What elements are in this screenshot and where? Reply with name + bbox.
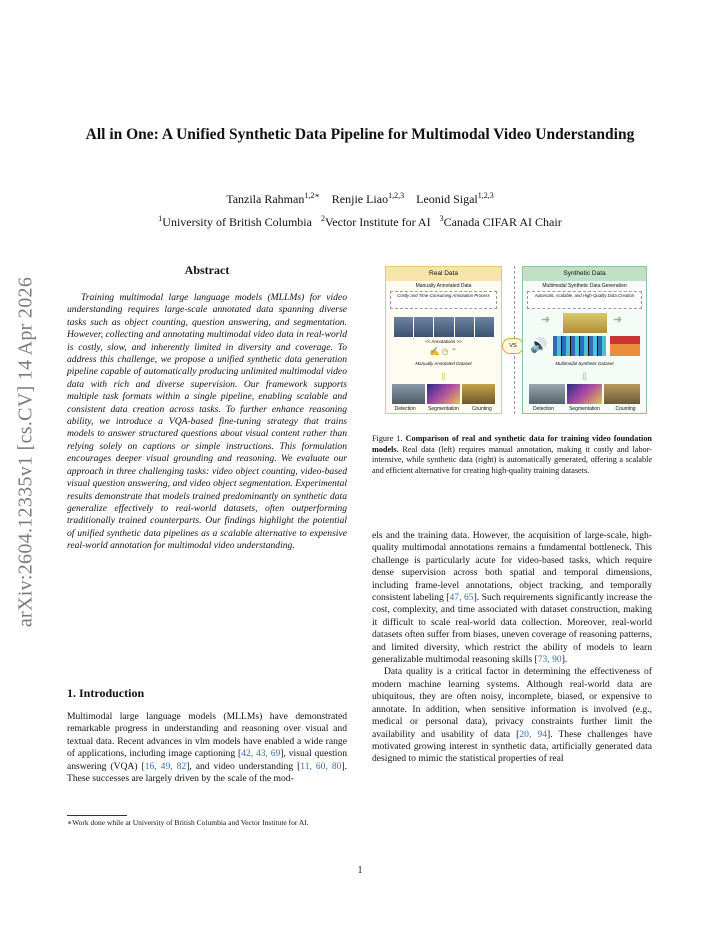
arrow-down-icon: ⇩: [580, 372, 589, 383]
abstract-heading: Abstract: [184, 263, 230, 277]
author-name: Renjie Liao: [331, 192, 389, 206]
citation-link[interactable]: 20, 94: [519, 728, 547, 740]
author-list: [60, 191, 660, 207]
affiliation: Vector Institute for AI: [324, 215, 431, 229]
paper-title: All in One: A Unified Synthetic Data Pipeline for Multimodal Video Understanding: [85, 126, 635, 143]
real-data-panel: [385, 266, 502, 414]
author-sup: 1,2∗: [304, 191, 320, 200]
citation-link[interactable]: 11, 60, 80: [300, 760, 342, 772]
synthetic-scene: [563, 313, 607, 333]
citation-link[interactable]: 47, 65: [449, 592, 474, 604]
citation-link[interactable]: 42, 43, 69: [241, 748, 281, 760]
figure-caption: Figure 1. Comparison of real and synthetic data for training video foundation models. Real data (left) requires manual annotation, making it costly and labor-intensive, while synthetic data (right) is automatically generated, offering a scalable and efficient alternative for creating high-quality training datasets.: [372, 434, 652, 475]
author-name: Leonid Sigal: [416, 192, 478, 206]
synthetic-figures: [553, 336, 606, 356]
citation-link[interactable]: 16, 49, 82: [144, 760, 187, 772]
intro-paragraph-left: Multimodal large language models (MLLMs) have demonstrated remarkable progress in understanding and reasoning over visual and textual data. Recent advances in vlm models have enabled a wide range of applications, including image captioning [42, 43, 69], visual question answering (VQA) [16, 49, 82], and video understanding [11, 60, 80]. These successes are largely driven by the scale of the mod-: [67, 711, 348, 785]
video-frames: [394, 317, 494, 337]
affil-sup: 1: [158, 214, 163, 223]
synthetic-data-panel: [522, 266, 647, 414]
synthetic-data-header: Synthetic Data: [523, 267, 646, 281]
arxiv-stamp: [6, 262, 46, 642]
real-data-subtitle: Manually Annotated Data: [415, 283, 472, 289]
author-name: Tanzila Rahman: [226, 192, 305, 206]
vs-badge: VS: [502, 338, 524, 354]
affiliation: University of British Columbia: [162, 215, 312, 229]
arxiv-id: arXiv:2604.12335v1 [cs.CV] 14 Apr 2026: [14, 276, 37, 628]
arrow-right-icon: ➜: [541, 314, 551, 326]
author-sup: 1,2,3: [388, 191, 405, 200]
synthetic-dataset-label: Multimodal Synthetic Dataset: [555, 361, 614, 366]
page-number: 1: [357, 865, 363, 876]
caption-bold: Comparison of real and synthetic data for training video foundation models.: [372, 434, 652, 454]
affil-sup: 2: [320, 214, 325, 223]
synthetic-data-note: Automatic, scalable, and High-Quality Data Creation: [527, 291, 642, 309]
intro-text-right: [372, 530, 652, 766]
intro-paragraph: els and the training data. However, the acquisition of large-scale, high-quality multimodal annotations remains a fundamental bottleneck. This challenge is particularly acute for video-based tasks, which require dense supervision across both spatial and temporal dimensions, including frame-level annotations, object tracking, and temporally consistent labeling [47, 65]. Such requirements significantly increase the cost, complexity, and time associated with dataset construction, making it difficult to scale real-world data collection. Moreover, real-world datasets often suffer from biases, uneven coverage of reasoning patterns, and limited diversity, which restrict the ability of models to learn generalizable multimodal reasoning skills [73, 90].: [372, 530, 653, 666]
speaker-icon: 🔊: [530, 338, 548, 354]
real-task-thumbs: [392, 384, 495, 404]
citation-link[interactable]: 73, 90: [537, 654, 562, 666]
arrow-down-icon: ⇩: [439, 372, 448, 383]
abstract-text: Training multimodal large language models (MLLMs) for video understanding requires large-scale annotated data spanning diverse tasks such as object counting, question answering, and segmentation. However, collecting and annotating multimodal video data in real-world is costly, slow, and inherently limited in diversity and coverage. To address this challenge, we propose a unified synthetic data generation pipeline capable of automatically producing unlimited multimodal video data with rich and diverse supervision. Our framework supports multiple task formats within a single pipeline, enabling scalable and consistent data creation across tasks. To further enhance reasoning ability, we introduce a VQA-based fine-tuning strategy that trains models to answer structured questions about visual content rather than relying solely on captions or simple instructions. This formulation encourages deeper visual grounding and reasoning. We evaluate our approach in three challenging tasks: video object counting, video-based visual question answering, and video object segmentation. Experimental results demonstrate that models trained predominantly on synthetic data generalize effectively to real-world datasets, often outperforming traditionally trained counterparts. Our findings highlight the potential of unified synthetic data pipelines as a scalable alternative to expensive real-world annotation for multimodal video understanding.: [67, 292, 347, 552]
real-task-labels: Detection Segmentation Counting: [394, 406, 492, 412]
annotation-icons: ✍ ◷ ⌃: [429, 347, 458, 356]
affiliation-list: [60, 214, 660, 230]
real-data-header: Real Data: [386, 267, 501, 281]
arrow-right-icon: ➜: [613, 314, 623, 326]
synthetic-task-thumbs: [529, 384, 640, 404]
intro-paragraph: Data quality is a critical factor in determining the effectiveness of modern machine learning systems. Although real-world data are ubiquitous, they are often noisy, incomplete, biased, or expensive to annotate. In addition, when sensitive information is involved (e.g., medical or personal data), privacy constraints further limit the availability and usability of data [20, 94]. These challenges have motivated growing interest in synthetic data, artificially generated data designed to mimic the statistical properties of real: [372, 666, 653, 765]
author-sup: 1,2,3: [477, 191, 494, 200]
real-dataset-label: Manually Annotated Dataset: [415, 361, 472, 366]
synthetic-media-row: [529, 335, 640, 357]
footnote-rule: [67, 815, 127, 816]
section-heading: 1. Introduction: [67, 686, 145, 700]
affil-sup: 3: [439, 214, 444, 223]
real-data-note: Costly and Time-Consuming Annotation Process: [390, 291, 497, 309]
figure-1: [385, 266, 647, 414]
synthetic-task-labels: Detection Segmentation Counting: [532, 406, 636, 412]
synthetic-data-subtitle: Multimodal Synthetic Data Generation: [542, 283, 627, 289]
synthetic-crowd: [610, 336, 640, 356]
affiliation: Canada CIFAR AI Chair: [443, 215, 562, 229]
annotations-label: << Annotations >>: [425, 339, 462, 344]
footnote: ∗Work done while at University of British Columbia and Vector Institute for AI.: [67, 818, 309, 827]
